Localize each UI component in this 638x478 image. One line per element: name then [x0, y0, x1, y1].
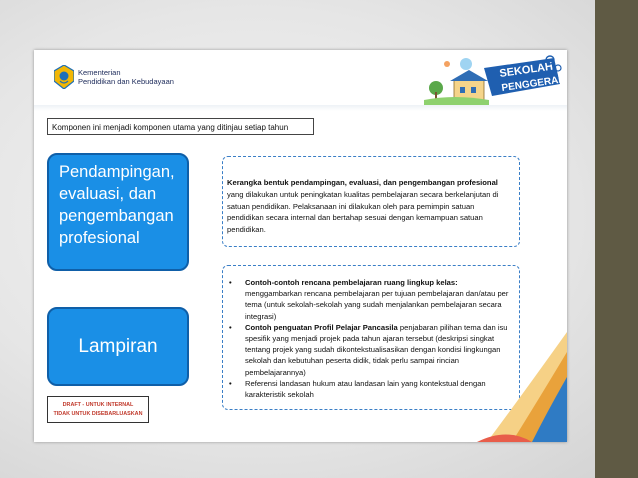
brand-line-1: SEKOLAH: [498, 60, 554, 80]
corner-decoration: [477, 332, 567, 442]
ministry-line-2: Pendidikan dan Kebudayaan: [78, 77, 174, 86]
list-item-text: Referensi landasan hukum atau landasan lain yang kontekstual dengan karakteristik sekolah: [245, 378, 486, 400]
pendampingan-line-2: evaluasi, dan: [59, 185, 157, 203]
lampiran-button[interactable]: Lampiran: [47, 307, 189, 386]
side-decor-bar: [595, 0, 638, 478]
list-item-heading: Contoh-contoh rencana pembelajaran ruang lingkup kelas:: [245, 278, 458, 287]
tut-wuri-logo-icon: [54, 65, 74, 89]
examples-list: [227, 277, 513, 400]
list-item-text: menggambarkan rencana pembelajaran per tujuan pembelajaran dan/atau per tema (untuk sekolah-sekolah yang sudah menjalankan pembelajaran secara integrasi): [245, 289, 509, 321]
list-item: [227, 322, 513, 378]
brand-line-2: PENGGERAK: [500, 74, 567, 94]
list-item: [227, 378, 513, 400]
pendampingan-line-4: profesional: [59, 229, 140, 247]
framework-description-panel: [222, 156, 520, 247]
pendampingan-line-3: pengembangan: [59, 207, 174, 225]
draft-line-2: TIDAK UNTUK DISEBARLUASKAN: [53, 411, 143, 417]
pendampingan-line-1: Pendampingan,: [59, 163, 175, 181]
framework-heading: Kerangka bentuk pendampingan, evaluasi, dan pengembangan profesional: [227, 178, 498, 187]
examples-panel: [222, 265, 520, 410]
list-item-text: penjabaran pilihan tema dan isu spesifik yang menjadi projek pada tahun ajaran tersebut (deskripsi singkat tentang projek yang sudah dikontekstualisasikan dengan kondisi lingkungan sekolah dan kebutuhan peserta didik, tidak perlu sampai rincian pembelajarannya): [245, 322, 508, 377]
pendampingan-button[interactable]: [47, 153, 189, 271]
draft-line-1: DRAFT - UNTUK INTERNAL: [62, 402, 134, 408]
topic-caption: Komponen ini menjadi komponen utama yang ditinjau setiap tahun: [47, 118, 314, 135]
slide: [34, 50, 567, 442]
sekolah-penggerak-illustration: [414, 50, 567, 106]
list-item: [227, 277, 513, 322]
framework-text: yang dilakukan untuk peningkatan kualitas pembelajaran secara berkelanjutan di satuan pendidikan. Pelaksanaan ini dilakukan oleh para pemimpin satuan pendidikan secara internal dan bertahap sesuai dengan kemampuan satuan pendidikan.: [227, 189, 499, 235]
list-item-heading: Contoh penguatan Profil Pelajar Pancasila: [245, 322, 398, 332]
ministry-name: [78, 68, 174, 86]
header-separator: [34, 105, 567, 111]
draft-stamp: [47, 396, 149, 423]
ministry-line-1: Kementerian: [78, 68, 121, 77]
slide-header: [34, 50, 567, 106]
